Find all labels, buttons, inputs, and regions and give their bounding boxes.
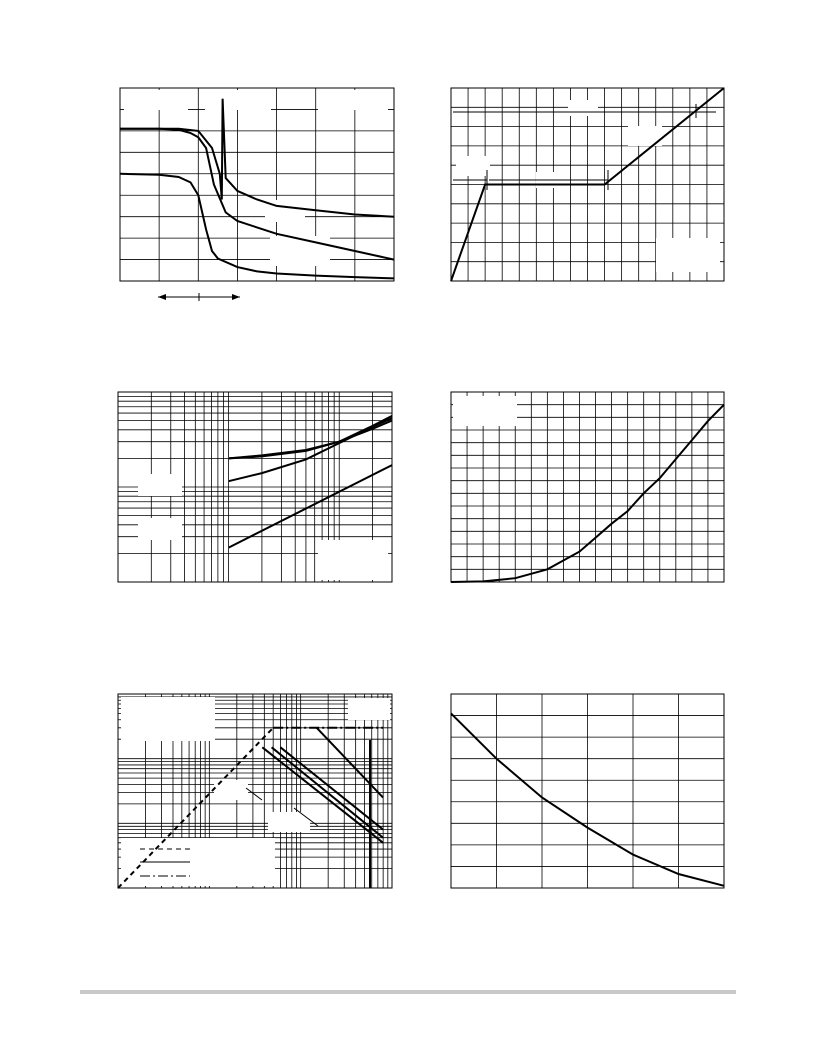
label-region xyxy=(318,540,388,580)
label-region xyxy=(205,90,271,110)
chart-5 xyxy=(118,694,392,888)
label-region xyxy=(270,236,330,266)
chart-2 xyxy=(451,88,724,281)
footer-rule xyxy=(80,990,736,994)
plot-area xyxy=(120,88,394,281)
label-region xyxy=(138,474,182,496)
label-region xyxy=(568,100,598,116)
arrow-head-left xyxy=(158,294,166,300)
label-region xyxy=(138,518,182,540)
arrow-head-right xyxy=(232,294,240,300)
label-region xyxy=(348,698,390,720)
label-region xyxy=(121,697,215,741)
chart-1 xyxy=(120,88,394,301)
chart-3 xyxy=(118,392,392,582)
label-region xyxy=(124,90,188,110)
label-region xyxy=(656,238,720,272)
label-region xyxy=(318,90,388,110)
chart-4 xyxy=(451,392,724,582)
label-region xyxy=(456,156,490,176)
chart-6 xyxy=(451,694,724,888)
label-region xyxy=(453,396,517,426)
